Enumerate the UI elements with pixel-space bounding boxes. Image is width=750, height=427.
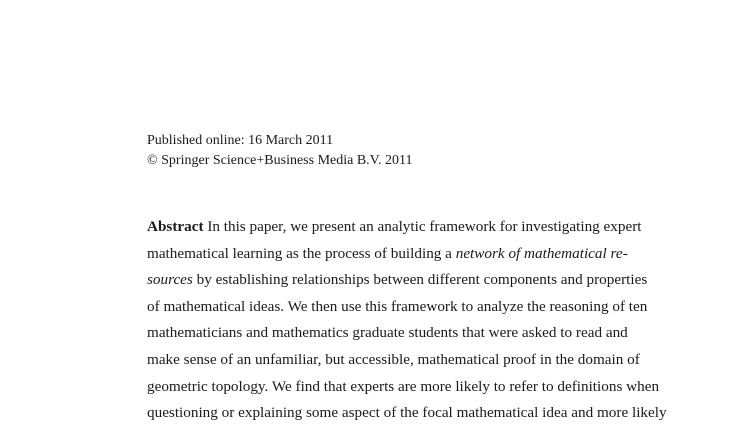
abstract-line-2-text: mathematical learning as the process of building a [147,244,456,262]
abstract-line-7: geometric topology. We find that experts are more likely to refer to definitions when [147,377,660,395]
abstract-line-2 [147,241,628,268]
abstract-line-1 [147,214,642,241]
abstract-section [147,214,667,427]
abstract-line-2-emphasis: network of mathematical re- [455,244,628,262]
abstract-line-1-text: In this paper, we present an analytic framework for investigating expert [203,218,642,235]
published-online-date: Published online: 16 March 2011 [147,133,334,148]
abstract-label: Abstract [147,218,204,235]
abstract-line-3 [147,267,648,294]
abstract-line-5: mathematicians and mathematics graduate students that were asked to read and [147,324,628,342]
abstract-line-4: of mathematical ideas. We then use this framework to analyze the reasoning of ten [147,297,648,315]
abstract-line-6: make sense of an unfamiliar, but accessible, mathematical proof in the domain of [147,350,640,368]
publication-info [147,131,412,171]
abstract-line-8: questioning or explaining some aspect of the focal mathematical idea and more likely [147,404,667,422]
copyright-notice: © Springer Science+Business Media B.V. 2011 [147,153,413,168]
abstract-line-3-text: by establishing relationships between different components and properties [192,271,648,289]
abstract-line-3-emphasis: sources [147,271,193,289]
